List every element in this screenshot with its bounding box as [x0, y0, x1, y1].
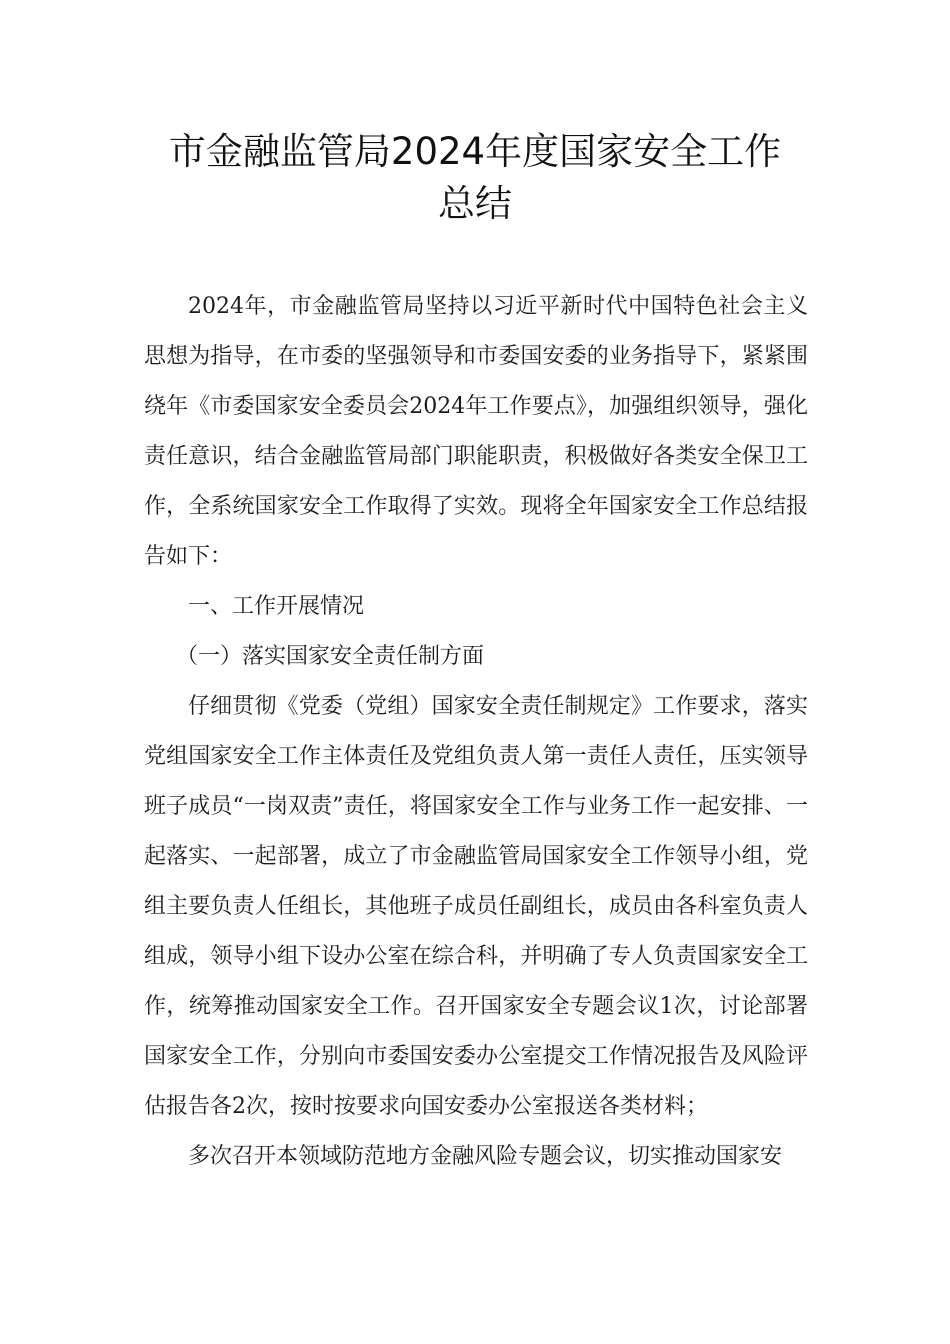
subsection-heading-responsibility: （一）落实国家安全责任制方面	[176, 644, 485, 669]
section-heading-work-status: 一、工作开展情况	[188, 594, 365, 619]
responsibility-paragraph: 仔细贯彻《党委（党组）国家安全责任制规定》工作要求，落实党组国家安全工作主体责任及党组负责人第一责任人责任，压实领导班子成员“一岗双责”责任，将国家安全工作与业务工作一起安排、一起落实、一起部署，成立了市金融监管局国家安全工作领导小组，党组主要负责人任组长，其他班子成员任副组长，成员由各科室负责人组成，领导小组下设办公室在综合科，并明确了专人负责国家安全工作，统筹推动国家安全工作。召开国家安全专题会议1次，讨论部署国家安全工作，分别向市委国安委办公室提交工作情况报告及风险评估报告各2次，按时按要求向国安委办公室报送各类材料；	[144, 694, 808, 1119]
document-title-line-1: 市金融监管局2024年度国家安全工作	[168, 130, 782, 173]
document-title-line-2: 总结	[438, 182, 512, 225]
intro-paragraph: 2024年，市金融监管局坚持以习近平新时代中国特色社会主义思想为指导，在市委的坚强领导和市委国安委的业务指导下，紧紧围绕年《市委国家安全委员会2024年工作要点》，加强组织领导，强化责任意识，结合金融监管局部门职能职责，积极做好各类安全保卫工作，全系统国家安全工作取得了实效。现将全年国家安全工作总结报告如下：	[144, 294, 808, 569]
document-body	[144, 282, 808, 1182]
financial-risk-paragraph: 多次召开本领域防范地方金融风险专题会议，切实推动国家安	[188, 1144, 783, 1169]
